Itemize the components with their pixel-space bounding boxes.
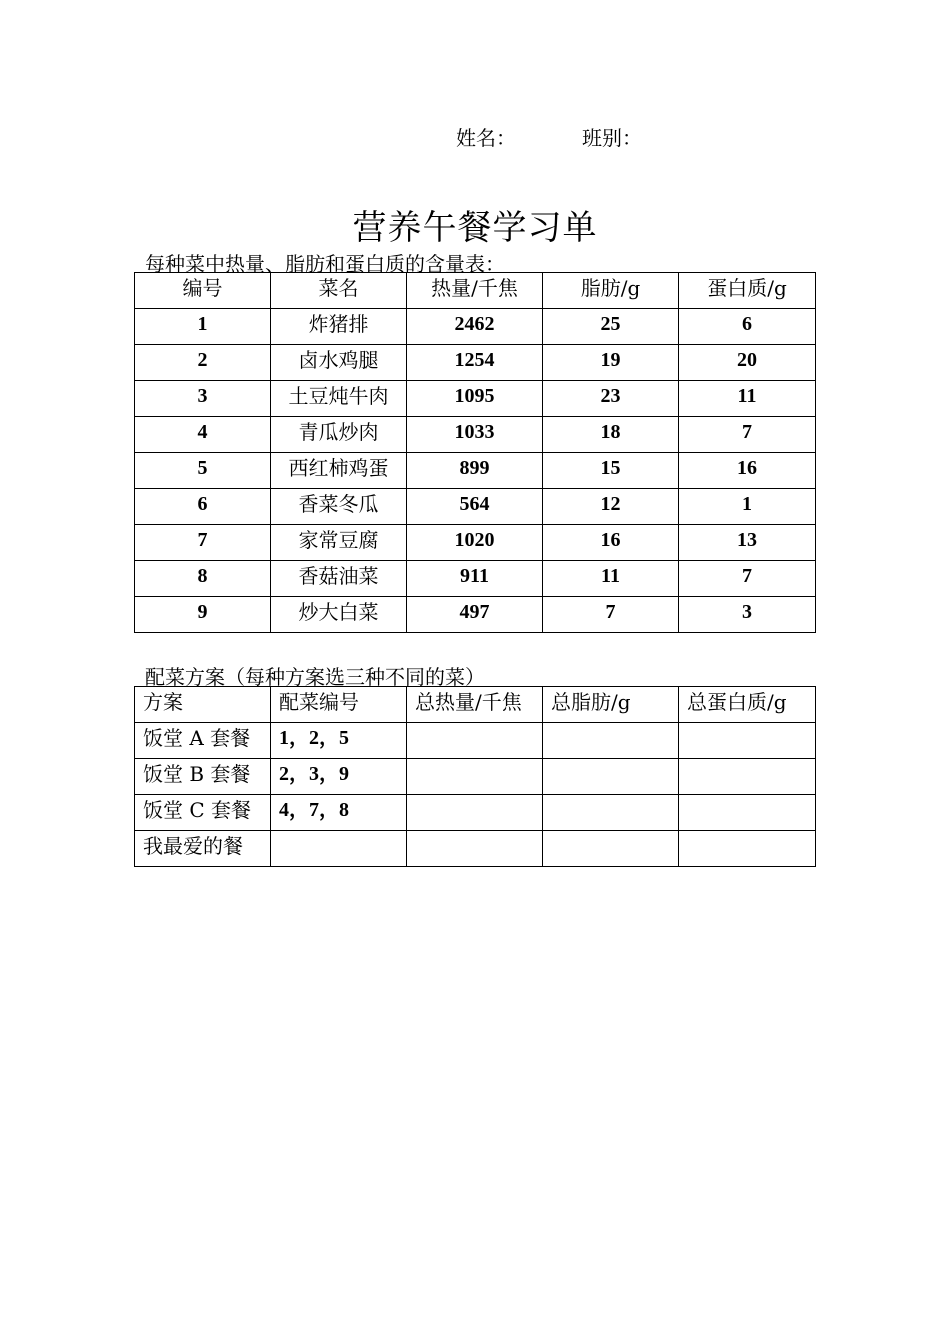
table-row	[135, 723, 816, 759]
column-header: 方案	[135, 687, 271, 723]
table-cell: 11	[543, 561, 679, 597]
table-cell: 899	[407, 453, 543, 489]
table-cell: 1	[135, 309, 271, 345]
table-cell: 2	[135, 345, 271, 381]
table-cell: 16	[543, 525, 679, 561]
column-header: 脂肪/g	[543, 273, 679, 309]
table-cell: 15	[543, 453, 679, 489]
table-cell: 4	[135, 417, 271, 453]
dish-name-cell: 西红柿鸡蛋	[271, 453, 407, 489]
table-cell: 1020	[407, 525, 543, 561]
table-cell: 1254	[407, 345, 543, 381]
plan-name-cell: 饭堂 A 套餐	[135, 723, 271, 759]
dish-name-cell: 土豆炖牛肉	[271, 381, 407, 417]
table-row	[135, 561, 816, 597]
table-row	[135, 759, 816, 795]
table-cell: 23	[543, 381, 679, 417]
dish-name-cell: 香菜冬瓜	[271, 489, 407, 525]
dish-combo-cell	[271, 831, 407, 867]
answer-cell[interactable]	[407, 759, 543, 795]
table-cell: 3	[679, 597, 816, 633]
table-cell: 1	[679, 489, 816, 525]
table-cell: 5	[135, 453, 271, 489]
meal-plan-table	[134, 686, 816, 867]
nutrition-table	[134, 272, 816, 633]
table-cell: 9	[135, 597, 271, 633]
column-header: 蛋白质/g	[679, 273, 816, 309]
table-row	[135, 597, 816, 633]
dish-name-cell: 香菇油菜	[271, 561, 407, 597]
meal-plan-caption: 配菜方案（每种方案选三种不同的菜）	[145, 665, 485, 689]
table-cell: 7	[543, 597, 679, 633]
table-cell: 7	[679, 561, 816, 597]
table-cell: 564	[407, 489, 543, 525]
dish-name-cell: 家常豆腐	[271, 525, 407, 561]
answer-cell[interactable]	[679, 759, 816, 795]
table-cell: 6	[679, 309, 816, 345]
dish-name-cell: 炒大白菜	[271, 597, 407, 633]
table-row	[135, 525, 816, 561]
class-label: 班别：	[582, 126, 642, 150]
table-row	[135, 795, 816, 831]
dish-name-cell: 炸猪排	[271, 309, 407, 345]
table-cell: 1095	[407, 381, 543, 417]
table-cell: 16	[679, 453, 816, 489]
table-cell: 1033	[407, 417, 543, 453]
table-row	[135, 345, 816, 381]
table-cell: 911	[407, 561, 543, 597]
column-header: 热量/千焦	[407, 273, 543, 309]
table-cell: 13	[679, 525, 816, 561]
answer-cell[interactable]	[543, 831, 679, 867]
column-header: 总蛋白质/g	[679, 687, 816, 723]
table-row	[135, 453, 816, 489]
plan-name-cell: 饭堂 B 套餐	[135, 759, 271, 795]
table-cell: 7	[679, 417, 816, 453]
name-label: 姓名：	[456, 126, 516, 150]
table-cell: 18	[543, 417, 679, 453]
table-row	[135, 309, 816, 345]
answer-cell[interactable]	[543, 795, 679, 831]
column-header: 菜名	[271, 273, 407, 309]
table-cell: 2462	[407, 309, 543, 345]
answer-cell[interactable]	[543, 759, 679, 795]
table-cell: 7	[135, 525, 271, 561]
table-cell: 19	[543, 345, 679, 381]
answer-cell[interactable]	[407, 723, 543, 759]
table-header-row	[135, 273, 816, 309]
dish-combo-cell: 4，7，8	[271, 795, 407, 831]
column-header: 总脂肪/g	[543, 687, 679, 723]
answer-cell[interactable]	[407, 831, 543, 867]
table-header-row	[135, 687, 816, 723]
table-cell: 25	[543, 309, 679, 345]
table-cell: 12	[543, 489, 679, 525]
table-row	[135, 489, 816, 525]
answer-cell[interactable]	[679, 723, 816, 759]
nutrition-table-caption: 每种菜中热量、脂肪和蛋白质的含量表：	[145, 252, 505, 276]
table-row	[135, 381, 816, 417]
table-cell: 20	[679, 345, 816, 381]
student-info	[456, 122, 642, 151]
dish-name-cell: 卤水鸡腿	[271, 345, 407, 381]
column-header: 编号	[135, 273, 271, 309]
table-cell: 11	[679, 381, 816, 417]
answer-cell[interactable]	[407, 795, 543, 831]
answer-cell[interactable]	[679, 795, 816, 831]
table-row	[135, 417, 816, 453]
plan-name-cell: 我最爱的餐	[135, 831, 271, 867]
table-cell: 8	[135, 561, 271, 597]
column-header: 总热量/千焦	[407, 687, 543, 723]
table-cell: 6	[135, 489, 271, 525]
plan-name-cell: 饭堂 C 套餐	[135, 795, 271, 831]
dish-name-cell: 青瓜炒肉	[271, 417, 407, 453]
answer-cell[interactable]	[679, 831, 816, 867]
table-row	[135, 831, 816, 867]
dish-combo-cell: 1，2，5	[271, 723, 407, 759]
answer-cell[interactable]	[543, 723, 679, 759]
dish-combo-cell: 2，3，9	[271, 759, 407, 795]
column-header: 配菜编号	[271, 687, 407, 723]
page-title: 营养午餐学习单	[352, 208, 598, 248]
table-cell: 3	[135, 381, 271, 417]
table-cell: 497	[407, 597, 543, 633]
